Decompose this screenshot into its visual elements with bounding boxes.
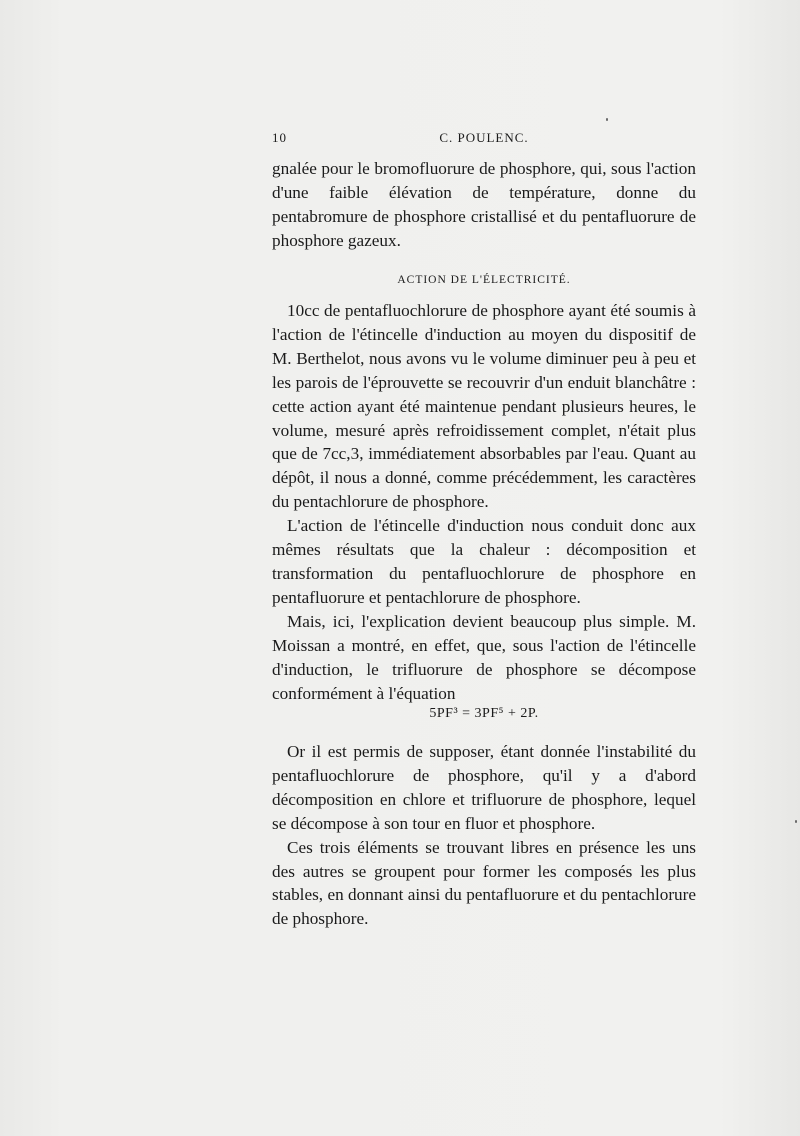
equation: 5PF³ = 3PF⁵ + 2P. <box>429 706 539 721</box>
paper-speck <box>795 820 797 823</box>
paragraph: Ces trois éléments se trouvant libres en présence les uns des autres se groupent pour former les composés les plus stables, en donnant ainsi du pentafluorure et du pentachlorure de phosphore. <box>272 837 696 929</box>
running-title: C. POULENC. <box>439 130 529 145</box>
paragraph: 10cc de pentafluochlorure de phosphore ayant été soumis à l'action de l'étincelle d'induction au moyen du dispositif de M. Berthelot, nous avons vu le volume diminuer peu à peu et les parois de l'éprouvette se recouvrir d'un enduit blanchâtre : cette action ayant été maintenue pendant plusieurs heures, le volume, mesuré après refroidissement complet, n'était plus que de 7cc,3, immédiatement absorbables par l'eau. Quant au dépôt, il nous a donné, comme précédemment, les caractères du pentachlorure de phosphore. <box>272 301 696 512</box>
section-title: ACTION DE L'ÉLECTRICITÉ. <box>397 274 571 286</box>
paragraph: L'action de l'étincelle d'induction nous conduit donc aux mêmes résultats que la chaleur : décomposition et transformation du pentafluochlorure de phosphore en pentafluorure et pentachlorure de phosphore. <box>272 516 696 607</box>
text-block-intro <box>272 157 696 253</box>
text-block-electricity <box>272 299 696 705</box>
paragraph: Or il est permis de supposer, étant donnée l'instabilité du pentafluochlorure de phosphore, qu'il y a d'abord décomposition en chlore et trifluorure de phosphore, lequel se décompose à son tour en fluor et phosphore. <box>272 742 696 833</box>
paper-speck <box>606 118 608 121</box>
paragraph: Mais, ici, l'explication devient beaucoup plus simple. M. Moissan a montré, en effet, que, sous l'action de l'étincelle d'induction, le trifluorure de phosphore se décompose conformément à l'équation <box>272 611 696 703</box>
page-number: 10 <box>272 130 287 145</box>
page-header <box>272 130 696 150</box>
paragraph: gnalée pour le bromofluorure de phosphore, qui, sous l'action d'une faible élévation de température, donne du pentabromure de phosphore cristallisé et du pentafluorure de phosphore gazeux. <box>272 159 696 250</box>
text-block-conclusion <box>272 740 696 931</box>
